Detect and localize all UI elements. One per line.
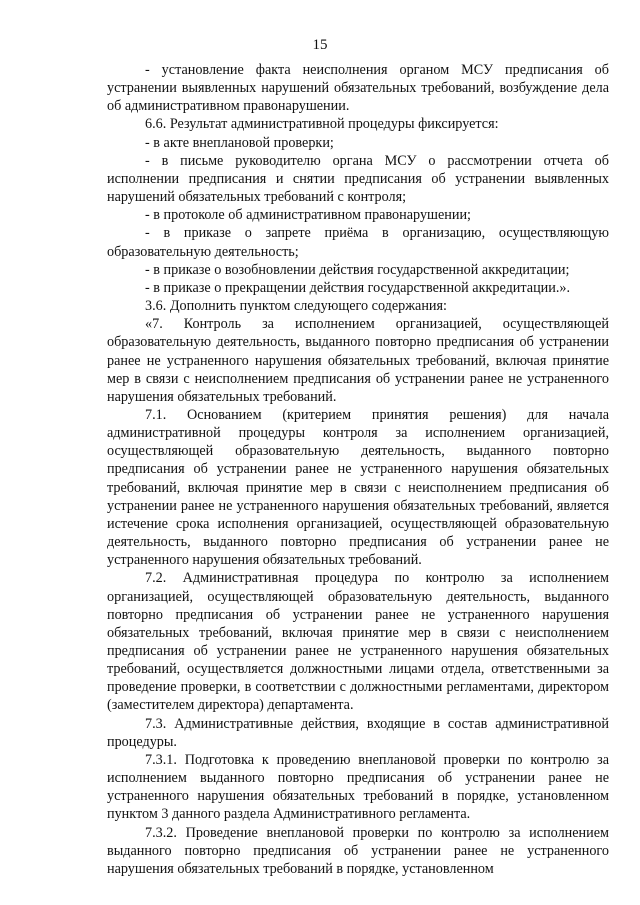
paragraph-3-6-amendment: 3.6. Дополнить пунктом следующего содержания: [145,298,447,315]
list-item-accreditation-termination-order: - в приказе о прекращении действия государственной аккредитации.». [145,279,571,296]
list-item-letter-to-msu: - в письме руководителю органа МСУ о рассмотрении отчета об исполнении предписания и снятии предписания об устранении выявленных нарушений обязательных требований с контроля; [107,152,609,206]
document-body [107,61,609,878]
paragraph-violation-finding: - установление факта неисполнения органом МСУ предписания об устранении выявленных нарушений обязательных требований, возбуждение дела об административном правонарушении. [107,62,609,115]
list-item-accreditation-resume-order: - в приказе о возобновлении действия государственной аккредитации; [145,261,570,278]
paragraph-6-6-result: 6.6. Результат административной процедуры фиксируется: [145,116,499,133]
paragraph-7-3: 7.3. Административные действия, входящие в состав административной процедуры. [107,715,609,750]
paragraph-7-2: 7.2. Административная процедура по контролю за исполнением организацией, осуществляющей образовательную деятельность, выданного повторно предписания об устранении ранее не устраненного нарушения обязательных требований, включая принятие мер в связи с неисполнением предписания об устранении ранее не устраненного нарушения обязательных требований, осуществляется должностными лицами отдела, ответственными за проведение проверки, в соответствии с должностными регламентами, директором (заместителем директора) департамента. [107,570,609,714]
list-item-protocol: - в протоколе об административном правонарушении; [145,207,471,224]
list-item-inspection-act: - в акте внеплановой проверки; [145,134,334,151]
list-item-admission-ban-order: - в приказе о запрете приёма в организацию, осуществляющую образовательную деятельность; [107,225,609,260]
paragraph-7-heading: «7. Контроль за исполнением организацией, осуществляющей образовательную деятельность, выданного повторно предписания об устранении ранее не устраненного нарушения обязательных требований, включая принятие мер в связи с неисполнением предписания об устранении ранее не устраненного нарушения обязательных требований. [107,316,609,405]
paragraph-7-1: 7.1. Основанием (критерием принятия решения) для начала административной процедуры контроля за исполнением организацией, осуществляющей образовательную деятельность, выданного повторно предписания об устранении ранее не устраненного нарушения обязательных требований, включая принятие мер в связи с неисполнением предписания об устранении ранее не устраненного нарушения обязательных требований, является истечение срока исполнения организацией, осуществляющей образовательную деятельность, выданного повторно предписания об устранении ранее не устраненного нарушения обязательных требований. [107,406,609,569]
page-number: 15 [312,37,328,53]
paragraph-7-3-1: 7.3.1. Подготовка к проведению внеплановой проверки по контролю за исполнением выданного повторно предписания об устранении ранее не устраненного нарушения обязательных требований в порядке, установленном пунктом 3 данного раздела Административного регламента. [107,751,609,823]
paragraph-7-3-2: 7.3.2. Проведение внеплановой проверки по контролю за исполнением выданного повторно предписания об устранении ранее не устраненного нарушения обязательных требований в порядке, установленном [107,824,609,877]
